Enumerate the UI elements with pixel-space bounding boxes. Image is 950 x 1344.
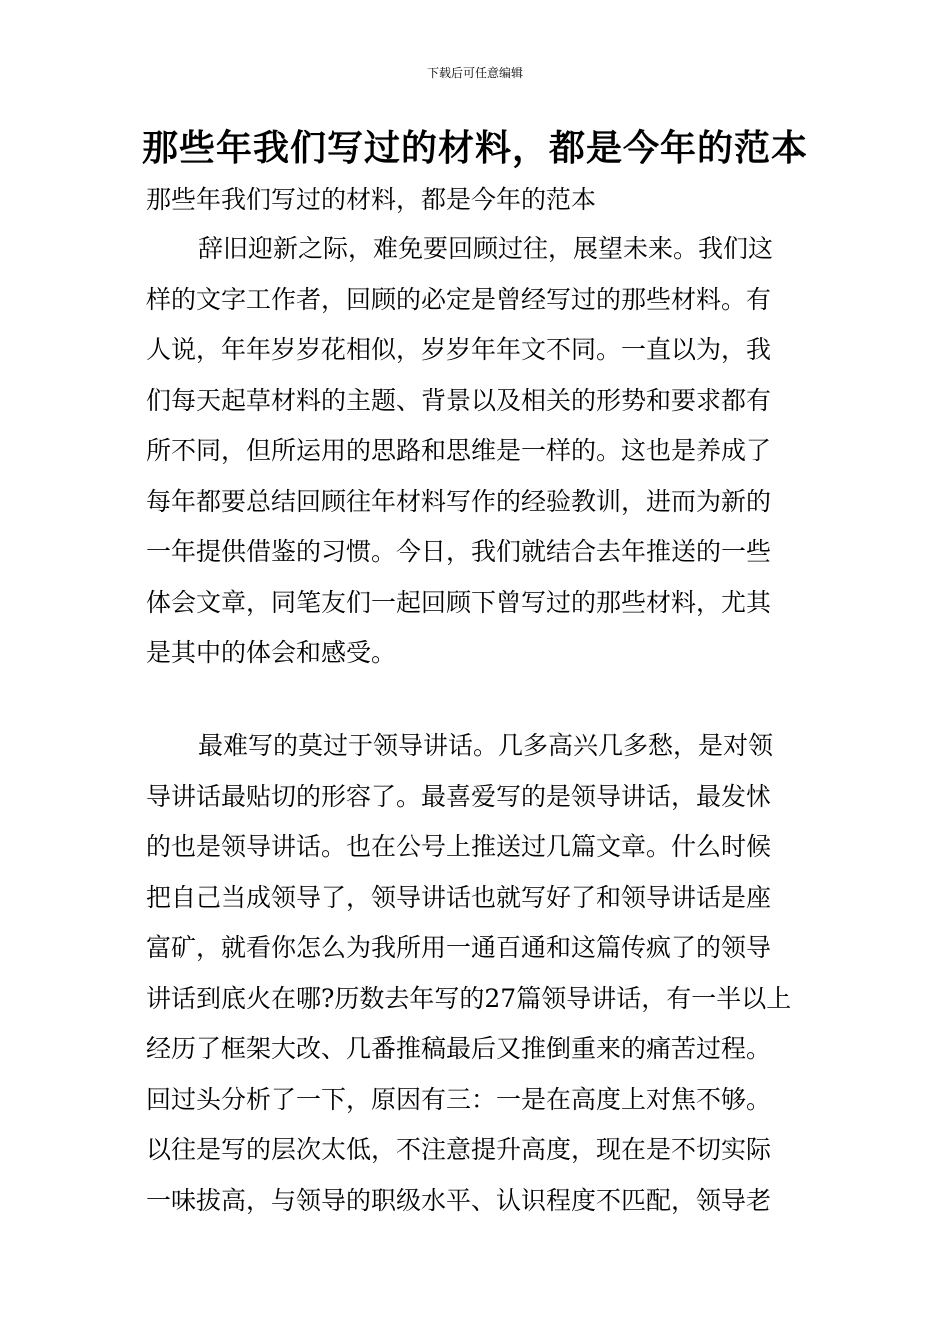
paragraph-line: 的也是领导讲话。也在公号上推送过几篇文章。什么时候 <box>146 832 772 861</box>
paragraph-line: 样的文字工作者，回顾的必定是曾经写过的那些材料。有 <box>146 284 772 314</box>
paragraph-line: 以往是写的层次太低，不注意提升高度，现在是不切实际 <box>146 1135 772 1164</box>
paragraph-line: 一年提供借鉴的习惯。今日，我们就结合去年推送的一些 <box>146 537 772 566</box>
document-subtitle: 那些年我们写过的材料，都是今年的范本 <box>146 185 597 214</box>
paragraph-line: 们每天起草材料的主题、背景以及相关的形势和要求都有 <box>146 385 772 415</box>
paragraph-line: 所不同，但所运用的思路和思维是一样的。这也是养成了 <box>146 436 772 465</box>
paragraph-line: 把自己当成领导了，领导讲话也就写好了和领导讲话是座 <box>146 882 772 912</box>
paragraph-line: 讲话到底火在哪?历数去年写的27篇领导讲话，有一半以上 <box>146 983 792 1013</box>
paragraph-line: 辞旧迎新之际，难免要回顾过往，展望未来。我们这 <box>198 234 774 263</box>
paragraph-line: 每年都要总结回顾往年材料写作的经验教训，进而为新的 <box>146 486 772 516</box>
paragraph-line: 人说，年年岁岁花相似，岁岁年年文不同。一直以为，我 <box>146 335 772 364</box>
page-header-note: 下载后可任意编辑 <box>426 66 523 80</box>
body-paragraph <box>146 721 808 1226</box>
paragraph-line: 回过头分析了一下，原因有三：一是在高度上对焦不够。 <box>146 1084 772 1114</box>
paragraph-line: 富矿，就看你怎么为我所用一通百通和这篇传疯了的领导 <box>146 933 772 962</box>
paragraph-line: 是其中的体会和感受。 <box>146 638 397 667</box>
body-paragraph <box>146 224 808 679</box>
document-title: 那些年我们写过的材料，都是今年的范本 <box>141 128 808 169</box>
paragraph-line: 导讲话最贴切的形容了。最喜爱写的是领导讲话，最发怵 <box>146 781 772 811</box>
paragraph-line: 最难写的莫过于领导讲话。几多高兴几多愁，是对领 <box>198 731 774 760</box>
paragraph-line: 经历了框架大改、几番推稿最后又推倒重来的痛苦过程。 <box>146 1034 772 1063</box>
paragraph-line: 体会文章，同笔友们一起回顾下曾写过的那些材料，尤其 <box>146 587 772 617</box>
paragraph-line: 一味拔高，与领导的职级水平、认识程度不匹配，领导老 <box>146 1185 772 1215</box>
